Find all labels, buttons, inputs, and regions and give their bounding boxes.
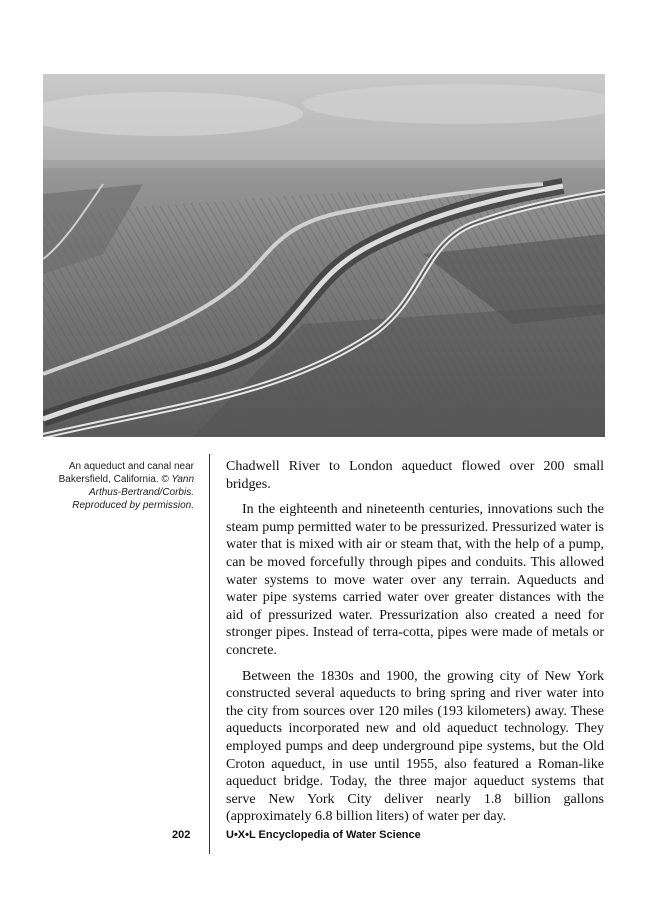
figure-caption	[40, 460, 194, 512]
page-number: 202	[172, 829, 191, 841]
book-title: U•X•L Encyclopedia of Water Science	[226, 829, 421, 841]
paragraph: In the eighteenth and nineteenth centuries, innovations such the steam pump permitted water to be pressurized. Pressurized water is water that is mixed with air or steam that, with the help of a pump, can be moved forcefully through pipes and conduits. This allowed water systems to move water over any terrain. Aqueducts and water pipe systems carried water over greater distances with the aid of pressurized water. Pressurization also created a need for stronger pipes. Instead of terra-cotta, pipes were made of metals or concrete.	[226, 502, 604, 658]
paragraph: Chadwell River to London aqueduct flowed over 200 small bridges.	[226, 459, 604, 492]
article-body	[226, 458, 604, 834]
column-divider	[209, 454, 210, 854]
caption-text: An aqueduct and canal near Bakersfield, California.	[58, 461, 194, 485]
aqueduct-photo	[43, 74, 605, 437]
paragraph: Between the 1830s and 1900, the growing city of New York constructed several aqueducts to bring spring and river water into the city from sources over 120 miles (193 kilometers) away. These aqueducts incorporated new and old aqueduct technology. They employed pumps and deep underground pipe systems, but the Old Croton aqueduct, in use until 1955, also featured a Roman-like aqueduct bridge. Today, the three major aqueduct systems that serve New York City deliver nearly 1.8 billion gallons (approximately 6.8 billion liters) of water per day.	[226, 668, 604, 825]
caption-credit: © Yann Arthus-Bertrand/Corbis. Reproduced by permission.	[72, 474, 194, 511]
